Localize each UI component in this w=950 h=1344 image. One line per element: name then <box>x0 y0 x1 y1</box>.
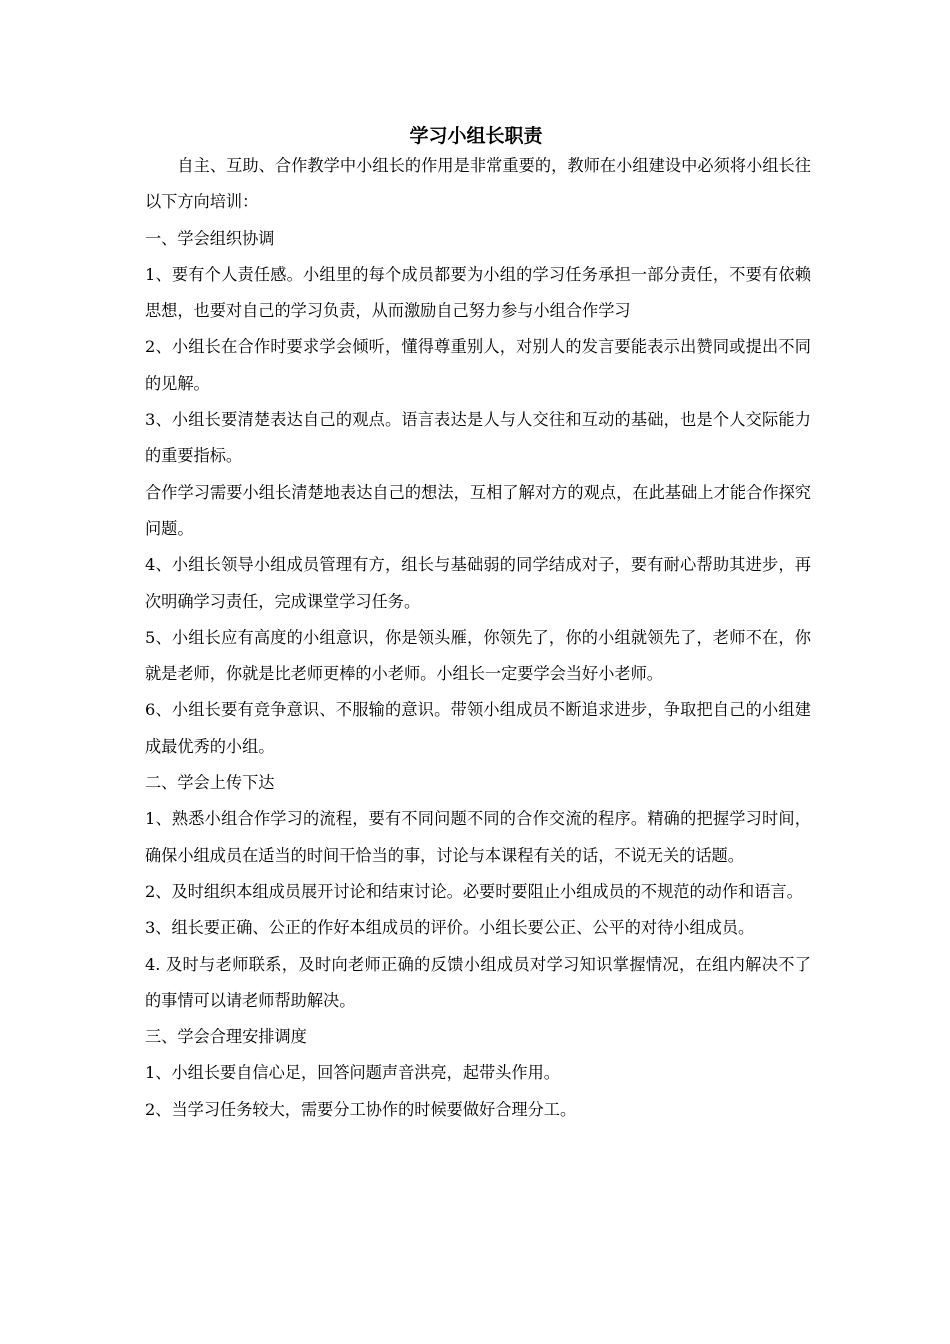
paragraph: 4. 及时与老师联系，及时向老师正确的反馈小组成员对学习知识掌握情况，在组内解决不了的事情可以请老师帮助解决。 <box>145 954 811 1010</box>
paragraph: 合作学习需要小组长清楚地表达自己的想法，互相了解对方的观点，在此基础上才能合作探究问题。 <box>145 482 811 538</box>
document-title: 学习小组长职责 <box>409 125 543 147</box>
section-heading-3: 三、学会合理安排调度 <box>145 1027 307 1047</box>
paragraph: 3、组长要正确、公正的作好本组成员的评价。小组长要公正、公平的对待小组成员。 <box>145 918 755 938</box>
paragraph: 6、小组长要有竞争意识、不服输的意识。带领小组成员不断追求进步，争取把自己的小组建成最优秀的小组。 <box>145 700 811 756</box>
document-body <box>145 148 811 1128</box>
section-heading-2: 二、学会上传下达 <box>145 773 275 793</box>
paragraph: 4、小组长领导小组成员管理有方，组长与基础弱的同学结成对子，要有耐心帮助其进步，再次明确学习责任，完成课堂学习任务。 <box>145 555 811 611</box>
paragraph: 1、熟悉小组合作学习的流程，要有不同问题不同的合作交流的程序。精确的把握学习时间，确保小组成员在适当的时间干恰当的事，讨论与本课程有关的话，不说无关的话题。 <box>145 809 811 865</box>
paragraph: 1、小组长要自信心足，回答问题声音洪亮，起带头作用。 <box>145 1063 560 1083</box>
paragraph: 1、要有个人责任感。小组里的每个成员都要为小组的学习任务承担一部分责任，不要有依赖思想，也要对自己的学习负责，从而激励自己努力参与小组合作学习 <box>145 264 811 321</box>
paragraph: 5、小组长应有高度的小组意识，你是领头雁，你领先了，你的小组就领先了，老师不在，你就是老师，你就是比老师更棒的小老师。小组长一定要学会当好小老师。 <box>145 627 811 684</box>
intro-paragraph: 自主、互助、合作教学中小组长的作用是非常重要的，教师在小组建设中必须将小组长往以下方向培训： <box>145 156 811 212</box>
paragraph: 2、当学习任务较大，需要分工协作的时候要做好合理分工。 <box>145 1099 577 1119</box>
section-heading-1: 一、学会组织协调 <box>145 228 275 248</box>
paragraph: 2、小组长在合作时要求学会倾听，懂得尊重别人，对别人的发言要能表示出赞同或提出不同的见解。 <box>145 337 811 393</box>
paragraph: 3、小组长要清楚表达自己的观点。语言表达是人与人交往和互动的基础，也是个人交际能力的重要指标。 <box>145 410 811 466</box>
paragraph: 2、及时组织本组成员展开讨论和结束讨论。必要时要阻止小组成员的不规范的动作和语言。 <box>145 881 803 901</box>
